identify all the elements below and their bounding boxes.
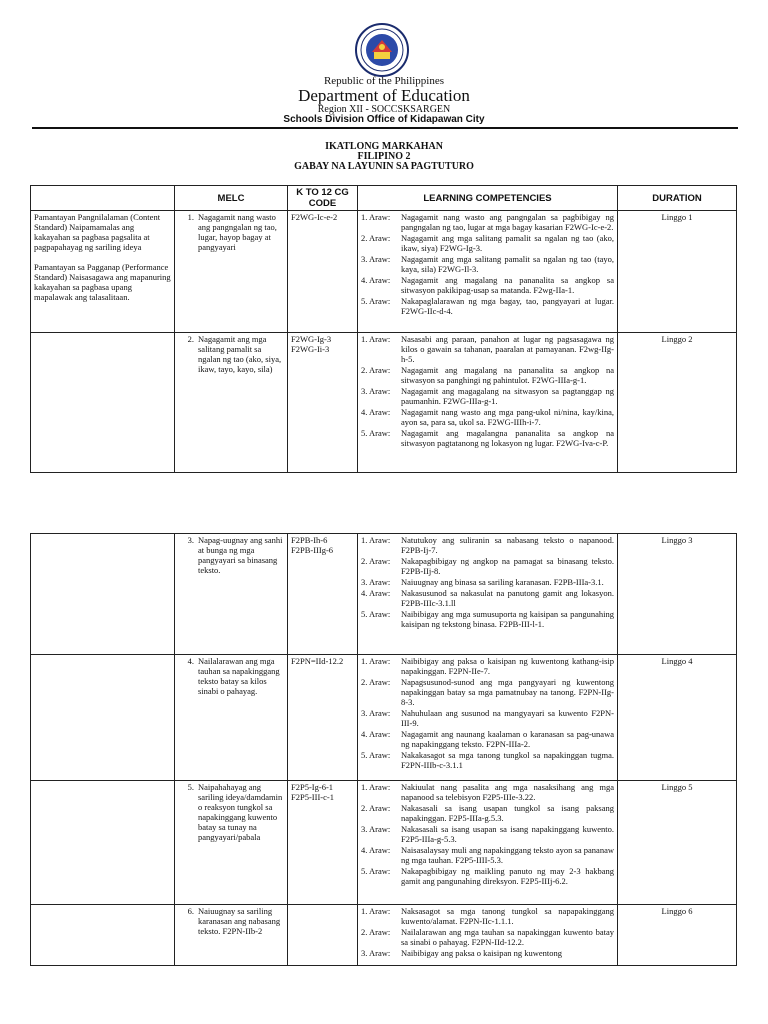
day-label: 5. Araw: bbox=[361, 750, 391, 760]
standards-cell bbox=[31, 211, 175, 333]
day-label: 1. Araw: bbox=[361, 656, 391, 666]
melc-number: 3. bbox=[187, 535, 194, 545]
melc-cell bbox=[175, 333, 288, 473]
competency-text: Nagagamit nang wasto ang pangngalan sa pagbibigay ng pangngalan ng tao, lugar at mga bagay kasarian F2WG-Ic-e-2. bbox=[401, 212, 614, 232]
day-label: 2. Araw: bbox=[361, 927, 391, 937]
competency-item bbox=[361, 428, 614, 448]
day-label: 2. Araw: bbox=[361, 233, 391, 243]
melc-number: 5. bbox=[187, 782, 194, 792]
melc-text: Nagagamit nang wasto ang pangngalan ng tao, lugar, hayop bagay at pangyayari bbox=[198, 212, 277, 252]
competency-item bbox=[361, 254, 614, 274]
melc-cell bbox=[175, 781, 288, 905]
duration-cell: Linggo 2 bbox=[618, 333, 737, 473]
competency-item bbox=[361, 609, 614, 629]
header-republic: Republic of the Philippines bbox=[323, 75, 445, 87]
day-label: 3. Araw: bbox=[361, 386, 391, 396]
header-region: Region XII - SOCCSKSARGEN bbox=[317, 104, 451, 115]
competency-item bbox=[361, 656, 614, 676]
competency-text: Napagsusunod-sunod ang mga pangyayari ng kuwentong napakinggan batay sa mga pamatnubay na tanong. F2PN-IIg-8-3. bbox=[401, 677, 614, 707]
competencies-cell bbox=[358, 333, 618, 473]
performance-standard: Pamantayan sa Pagganap (Performance Standard) Naisasagawa ang mapanuring kakayahan sa pagbasa upang mapalawak ang talasalitaan. bbox=[34, 262, 171, 302]
table-row bbox=[31, 655, 737, 781]
day-label: 1. Araw: bbox=[361, 334, 391, 344]
title-guide: GABAY NA LAYUNIN SA PAGTUTURO bbox=[294, 161, 474, 172]
cg-code-cell: F2P5-Ig-6-1 F2P5-III-c-1 bbox=[288, 781, 358, 905]
competency-item bbox=[361, 824, 614, 844]
competency-text: Nakasasali sa isang usapan tungkol sa isang paksang napakinggan. F2P5-IIIa-g.5.3. bbox=[401, 803, 614, 823]
day-label: 4. Araw: bbox=[361, 407, 391, 417]
day-label: 2. Araw: bbox=[361, 365, 391, 375]
competency-text: Nasasabi ang paraan, panahon at lugar ng pagsasagawa ng kilos o gawain sa tahanan, paaralan at pamayanan. F2wg-IIg-h-5. bbox=[401, 334, 614, 364]
competency-text: Nagagamit ang mga salitang pamalit sa ngalan ng tao (ako, ikaw, siya) F2WG-Ig-3. bbox=[401, 233, 614, 253]
competencies-cell bbox=[358, 211, 618, 333]
header-duration: DURATION bbox=[618, 186, 737, 211]
competency-text: Nakapagbibigay ng angkop na pamagat sa binasang teksto. F2PB-IIj-8. bbox=[401, 556, 614, 576]
competency-item bbox=[361, 927, 614, 947]
competency-item bbox=[361, 577, 614, 587]
competency-text: Nakapaglalarawan ng mga bagay, tao, pangyayari at lugar. F2WG-IIc-d-4. bbox=[401, 296, 614, 316]
cg-code-cell bbox=[288, 905, 358, 966]
competency-item bbox=[361, 708, 614, 728]
melc-number: 4. bbox=[187, 656, 194, 666]
content-standard: Pamantayan Pangnilalaman (Content Standard) Naipamamalas ang kakayahan sa pagbasa pagsalita at pagpapahayag ng sariling ideya bbox=[34, 212, 161, 252]
standards-cell bbox=[31, 534, 175, 655]
competency-text: Naibibigay ang paksa o kaisipan ng kuwentong kathang-isip napakinggan. F2PN-IIe-7. bbox=[401, 656, 614, 676]
melc-cell bbox=[175, 655, 288, 781]
competency-text: Nagagamit ang naunang kaalaman o karanasan sa pag-unawa ng napakinggang teksto. F2PN-IIIa-2. bbox=[401, 729, 614, 749]
duration-cell: Linggo 5 bbox=[618, 781, 737, 905]
day-label: 2. Araw: bbox=[361, 803, 391, 813]
day-label: 3. Araw: bbox=[361, 254, 391, 264]
competency-text: Naibibigay ang mga sumusuporta ng kaisipan sa pangunahing kaisipan ng tekstong binasa. F2PB-III-l-1. bbox=[401, 609, 614, 629]
header-department: Department of Education bbox=[298, 86, 470, 105]
melc-cell bbox=[175, 534, 288, 655]
competency-item bbox=[361, 866, 614, 886]
competency-text: Naksasagot sa mga tanong tungkol sa napapakinggang kuwento/alamat. F2PN-IIc-1.1.1. bbox=[401, 906, 614, 926]
day-label: 3. Araw: bbox=[361, 708, 391, 718]
competency-item bbox=[361, 407, 614, 427]
title-subject: FILIPINO 2 bbox=[357, 151, 411, 162]
competency-text: Nakiuulat nang pasalita ang mga nasaksihang ang mga napanood sa telebisyon F2P5-IIIe-3.22. bbox=[401, 782, 614, 802]
duration-cell: Linggo 3 bbox=[618, 534, 737, 655]
header-standards bbox=[31, 186, 175, 211]
competency-text: Nagagamit ang magagalang na sitwasyon sa pagtanggap ng paumanhin. F2WG-IIIa-g-1. bbox=[401, 386, 614, 406]
standards-cell bbox=[31, 333, 175, 473]
duration-cell: Linggo 4 bbox=[618, 655, 737, 781]
day-label: 4. Araw: bbox=[361, 729, 391, 739]
day-label: 4. Araw: bbox=[361, 845, 391, 855]
day-label: 3. Araw: bbox=[361, 577, 391, 587]
competency-item bbox=[361, 535, 614, 555]
melc-cell bbox=[175, 211, 288, 333]
competencies-cell bbox=[358, 905, 618, 966]
competency-text: Nagagamit ang magalangna pananalita sa angkop na sitwasyon pagtatanong ng lokasyon ng lugar. F2WG-Iva-c-P. bbox=[401, 428, 614, 448]
day-label: 4. Araw: bbox=[361, 588, 391, 598]
melc-number: 6. bbox=[187, 906, 194, 916]
table-row bbox=[31, 333, 737, 473]
table-row bbox=[31, 534, 737, 655]
table-row bbox=[31, 211, 737, 333]
standards-cell bbox=[31, 781, 175, 905]
competency-item bbox=[361, 212, 614, 232]
deped-seal-icon bbox=[354, 22, 410, 78]
competency-item bbox=[361, 334, 614, 364]
competency-item bbox=[361, 803, 614, 823]
competency-text: Nakasusunod sa nakasulat na panutong gamit ang lokasyon. F2PB-IIIc-3.1.ll bbox=[401, 588, 614, 608]
competency-text: Natutukoy ang suliranin sa nabasang teksto o napanood. F2PB-Ij-7. bbox=[401, 535, 614, 555]
header-division: Schools Division Office of Kidapawan City bbox=[283, 114, 485, 125]
competency-text: Nagagamit ang magalang na pananalita sa angkop sa sitwasyon pakikipag-usap sa matanda. F2wg-IIa-1. bbox=[401, 275, 614, 295]
header-code: K TO 12 CG CODE bbox=[288, 186, 358, 211]
standards-cell bbox=[31, 905, 175, 966]
competency-item bbox=[361, 729, 614, 749]
day-label: 2. Araw: bbox=[361, 556, 391, 566]
day-label: 1. Araw: bbox=[361, 535, 391, 545]
cg-code-cell: F2WG-Ig-3 F2WG-Ii-3 bbox=[288, 333, 358, 473]
competency-text: Nahuhulaan ang susunod na mangyayari sa kuwento F2PN-III-9. bbox=[401, 708, 614, 728]
competency-text: Naiuugnay ang binasa sa sariling karanasan. F2PB-IIIa-3.1. bbox=[401, 577, 604, 587]
competencies-cell bbox=[358, 655, 618, 781]
competency-item bbox=[361, 296, 614, 316]
header-melc: MELC bbox=[175, 186, 288, 211]
duration-cell: Linggo 1 bbox=[618, 211, 737, 333]
melc-text: Napag-uugnay ang sanhi at bunga ng mga pangyayari sa binasang teksto. bbox=[198, 535, 283, 575]
table-row bbox=[31, 781, 737, 905]
competency-item bbox=[361, 845, 614, 865]
melc-text: Naipahahayag ang sariling ideya/damdamin o reaksyon tungkol sa napakinggang kuwento batay sa tunay na pangyayari/pabala bbox=[198, 782, 283, 842]
day-label: 1. Araw: bbox=[361, 782, 391, 792]
competency-text: Naibibigay ang paksa o kaisipan ng kuwentong bbox=[401, 948, 562, 958]
competency-table-part1 bbox=[30, 185, 737, 473]
competency-text: Nakasasali sa isang usapan sa isang napakinggang kuwento. F2P5-IIIa-g-5.3. bbox=[401, 824, 614, 844]
day-label: 5. Araw: bbox=[361, 428, 391, 438]
competency-item bbox=[361, 556, 614, 576]
standards-cell bbox=[31, 655, 175, 781]
day-label: 5. Araw: bbox=[361, 609, 391, 619]
day-label: 1. Araw: bbox=[361, 906, 391, 916]
cg-code-cell: F2PB-Ih-6 F2PB-IIIg-6 bbox=[288, 534, 358, 655]
competencies-cell bbox=[358, 781, 618, 905]
cg-code-cell: F2WG-Ic-e-2 bbox=[288, 211, 358, 333]
header-divider bbox=[32, 127, 738, 129]
competency-text: Nagagamit ang mga salitang pamalit sa ngalan ng tao (tayo, kaya, sila) F2WG-Il-3. bbox=[401, 254, 614, 274]
competency-table-part2 bbox=[30, 533, 737, 966]
competency-item bbox=[361, 677, 614, 707]
day-label: 2. Araw: bbox=[361, 677, 391, 687]
day-label: 5. Araw: bbox=[361, 296, 391, 306]
cg-code-cell: F2PN=IId-12.2 bbox=[288, 655, 358, 781]
table-row bbox=[31, 905, 737, 966]
day-label: 5. Araw: bbox=[361, 866, 391, 876]
competencies-cell bbox=[358, 534, 618, 655]
day-label: 3. Araw: bbox=[361, 824, 391, 834]
competency-item bbox=[361, 906, 614, 926]
title-quarter: IKATLONG MARKAHAN bbox=[325, 141, 443, 152]
competency-item bbox=[361, 588, 614, 608]
competency-item bbox=[361, 386, 614, 406]
competency-text: Nakakasagot sa mga tanong tungkol sa napakinggan tugma. F2PN-IIIb-c-3.1.1 bbox=[401, 750, 614, 770]
competency-text: Nagagamit nang wasto ang mga pang-ukol ni/nina, kay/kina, ayon sa, para sa, ukol sa. F2WG-IIIh-i-7. bbox=[401, 407, 614, 427]
day-label: 4. Araw: bbox=[361, 275, 391, 285]
header-competencies: LEARNING COMPETENCIES bbox=[358, 186, 618, 211]
melc-number: 1. bbox=[187, 212, 194, 222]
melc-number: 2. bbox=[187, 334, 194, 344]
competency-text: Nailalarawan ang mga tauhan sa napakinggan kuwento batay sa sinabi o pahayag. F2PN-IId-12.2. bbox=[401, 927, 614, 947]
day-label: 1. Araw: bbox=[361, 212, 391, 222]
competency-text: Naisasalaysay muli ang napakinggang teksto ayon sa pananaw ng mga tauhan. F2P5-IIII-5.3. bbox=[401, 845, 614, 865]
duration-cell: Linggo 6 bbox=[618, 905, 737, 966]
competency-item bbox=[361, 782, 614, 802]
melc-text: Nagagamit ang mga salitang pamalit sa ngalan ng tao (ako, siya, ikaw, tayo, kayo, sila) bbox=[198, 334, 282, 374]
day-label: 3. Araw: bbox=[361, 948, 391, 958]
competency-item bbox=[361, 750, 614, 770]
competency-item bbox=[361, 948, 614, 958]
melc-text: Naiuugnay sa sariling karanasan ang nabasang teksto. F2PN-IIb-2 bbox=[198, 906, 281, 936]
competency-text: Nakapagbibigay ng maikling panuto ng may 2-3 hakbang gamit ang pangunahing direksyon. F2P5-IIIj-6.2. bbox=[401, 866, 614, 886]
competency-item bbox=[361, 275, 614, 295]
melc-text: Nailalarawan ang mga tauhan sa napakinggang teksto batay sa kilos sinabi o pahayag. bbox=[198, 656, 280, 696]
competency-item bbox=[361, 233, 614, 253]
competency-item bbox=[361, 365, 614, 385]
competency-text: Nagagamit ang magalang na pananalita sa angkop na sitwasyon sa panghingi ng pahintulot. F2WG-IIIa-g-1. bbox=[401, 365, 614, 385]
melc-cell bbox=[175, 905, 288, 966]
